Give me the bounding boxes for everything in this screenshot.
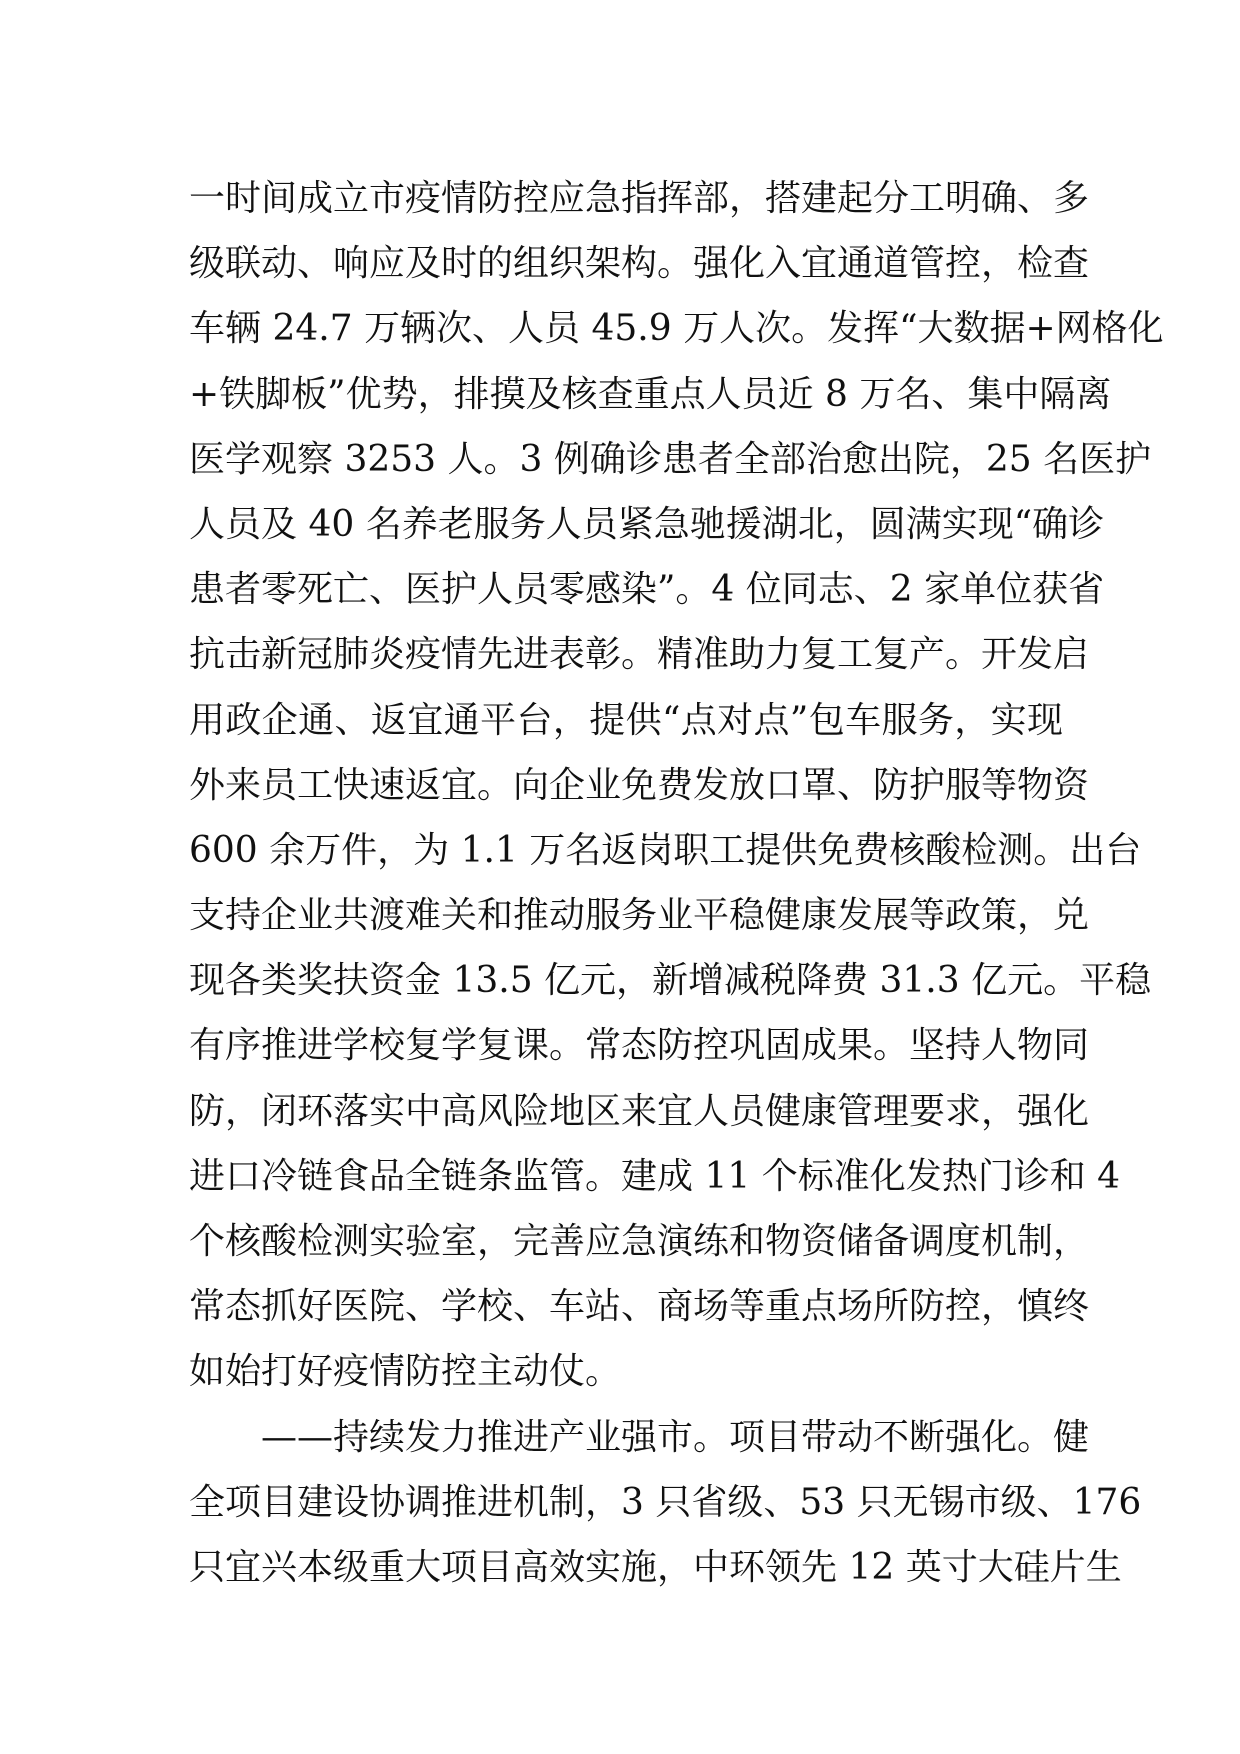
- text-line: 如始打好疫情防控主动仗。: [189, 1351, 622, 1393]
- document-body: [189, 166, 1164, 1600]
- text-line: 车辆 24.7 万辆次、人员 45.9 万人次。发挥“大数据+网格化: [189, 308, 1164, 350]
- text-line: 600 余万件，为 1.1 万名返岗职工提供免费核酸检测。出台: [189, 829, 1142, 871]
- text-line: 全项目建设协调推进机制，3 只省级、53 只无锡市级、176: [189, 1481, 1142, 1523]
- text-line: +铁脚板”优势，排摸及核查重点人员近 8 万名、集中隔离: [189, 373, 1112, 415]
- text-line: 用政企通、返宜通平台，提供“点对点”包车服务，实现: [189, 699, 1063, 741]
- text-line: 抗击新冠肺炎疫情先进表彰。精准助力复工复产。开发启: [189, 634, 1090, 676]
- text-line: 级联动、响应及时的组织架构。强化入宜通道管控，检查: [189, 243, 1090, 285]
- text-line: 外来员工快速返宜。向企业免费发放口罩、防护服等物资: [189, 764, 1090, 806]
- text-line: 有序推进学校复学复课。常态防控巩固成果。坚持人物同: [189, 1025, 1090, 1067]
- text-line: 人员及 40 名养老服务人员紧急驰援湖北，圆满实现“确诊: [189, 503, 1105, 545]
- text-line: 患者零死亡、医护人员零感染”。4 位同志、2 家单位获省: [189, 569, 1105, 611]
- text-line: 一时间成立市疫情防控应急指挥部，搭建起分工明确、多: [189, 178, 1090, 219]
- text-line: ——持续发力推进产业强市。项目带动不断强化。健: [261, 1416, 1090, 1458]
- text-line: 防，闭环落实中高风险地区来宜人员健康管理要求，强化: [189, 1090, 1090, 1132]
- text-line: 个核酸检测实验室，完善应急演练和物资储备调度机制，: [189, 1221, 1090, 1262]
- text-line: 进口冷链食品全链条监管。建成 11 个标准化发热门诊和 4: [189, 1155, 1121, 1197]
- text-line: 现各类奖扶资金 13.5 亿元，新增减税降费 31.3 亿元。平稳: [189, 960, 1152, 1002]
- text-line: 常态抓好医院、学校、车站、商场等重点场所防控，慎终: [189, 1286, 1090, 1328]
- text-line: 医学观察 3253 人。3 例确诊患者全部治愈出院，25 名医护: [189, 438, 1152, 480]
- text-line: 支持企业共渡难关和推动服务业平稳健康发展等政策，兑: [189, 895, 1090, 937]
- text-line: 只宜兴本级重大项目高效实施，中环领先 12 英寸大硅片生: [189, 1546, 1122, 1588]
